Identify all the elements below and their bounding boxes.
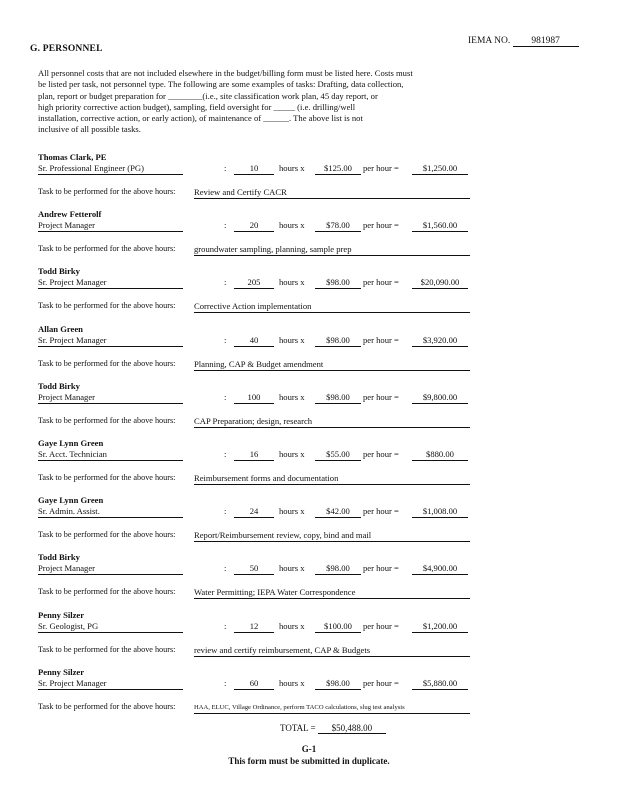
task-label: Task to be performed for the above hours: [38,415,176,425]
amount-value: $3,920.00 [412,335,468,347]
employee-title: Project Manager [38,392,183,404]
hours-x-label: hours x [279,277,305,288]
employee-title: Sr. Project Manager [38,678,183,690]
task-row [38,244,470,256]
amount-value: $1,200.00 [412,621,468,633]
rate-value: $98.00 [315,678,361,690]
employee-name: Andrew Fetterolf [38,209,102,220]
amount-value: $1,250.00 [412,163,468,175]
colon: : [224,334,227,345]
task-label: Task to be performed for the above hours: [38,644,176,654]
hours-row [38,506,470,518]
employee-name: Allan Green [38,323,83,334]
employee-title: Sr. Project Manager [38,335,183,347]
amount-value: $9,800.00 [412,392,468,404]
task-label: Task to be performed for the above hours: [38,701,176,711]
iema-number: 981987 [513,36,579,47]
colon: : [224,449,227,459]
task-label: Task to be performed for the above hours: [38,244,176,254]
total-label: TOTAL = [280,723,316,733]
colon: : [224,277,227,288]
intro-line: inclusive of all possible tasks. [38,124,141,135]
hours-x-label: hours x [279,620,305,631]
task-description: review and certify reimbursement, CAP & Budgets [194,645,470,657]
employee-name: Penny Silzer [38,666,85,677]
employee-name: Todd Birky [38,380,80,391]
hours-x-label: hours x [279,506,305,517]
per-hour-label: per hour = [363,506,399,517]
employee-title: Sr. Admin. Assist. [38,506,183,518]
intro-line: be listed per task, not personnel type. The following are some examples of tasks: Drafting, data collection, [38,79,404,90]
per-hour-label: per hour = [363,677,399,688]
rate-value: $125.00 [315,163,361,175]
hours-value: 60 [234,678,274,690]
per-hour-label: per hour = [363,220,399,231]
iema-label: IEMA NO. [468,36,511,46]
page-number: G-1 [301,744,317,754]
per-hour-label: per hour = [363,334,399,345]
amount-value: $1,008.00 [412,506,468,518]
total-value: $50,488.00 [318,723,386,734]
per-hour-label: per hour = [363,277,399,288]
colon: : [224,391,227,402]
task-description: groundwater sampling, planning, sample prep [194,244,470,256]
per-hour-label: per hour = [363,620,399,631]
rate-value: $98.00 [315,277,361,289]
employee-title: Project Manager [38,563,183,575]
intro-line: plan, report or budget preparation for ________(i.e., site classification work plan, 45 day report, or [38,90,378,101]
amount-value: $20,090.00 [412,277,468,289]
section-title: G. PERSONNEL [30,44,103,54]
hours-value: 16 [234,449,274,461]
per-hour-label: per hour = [363,391,399,402]
hours-value: 12 [234,621,274,633]
footer-note: This form must be submitted in duplicate. [228,756,390,766]
employee-title: Sr. Acct. Technician [38,449,183,461]
hours-row [38,563,470,575]
hours-row [38,335,470,347]
intro-line: installation, corrective action, or early action), of maintenance of ______. The above list is not [38,113,363,124]
task-description: Reimbursement forms and documentation [194,473,470,485]
hours-row [38,220,470,232]
task-row [38,187,470,199]
employee-title: Sr. Project Manager [38,277,183,289]
hours-value: 40 [234,335,274,347]
hours-value: 100 [234,392,274,404]
employee-name: Todd Birky [38,266,80,277]
employee-name: Todd Birky [38,552,80,563]
hours-value: 10 [234,163,274,175]
rate-value: $55.00 [315,449,361,461]
task-row [38,301,470,313]
rate-value: $42.00 [315,506,361,518]
task-row [38,702,470,714]
colon: : [224,220,227,231]
hours-value: 24 [234,506,274,518]
employee-title: Sr. Professional Engineer (PG) [38,163,183,175]
amount-value: $5,880.00 [412,678,468,690]
task-row [38,587,470,599]
intro-line: high priority corrective action budget), sampling, field oversight for _____ (i.e. drilling/well [38,101,356,112]
task-row [38,416,470,428]
hours-value: 20 [234,220,274,232]
amount-value: $880.00 [412,449,468,461]
task-description: HAA, ELUC, Village Ordinance, perform TACO calculations, slug test analysis [194,702,470,714]
employee-name: Thomas Clark, PE [38,152,107,162]
colon: : [224,163,227,173]
hours-x-label: hours x [279,449,305,459]
task-description: Review and Certify CACR [194,187,470,199]
intro-paragraph [38,68,458,136]
hours-row [38,392,470,404]
hours-x-label: hours x [279,563,305,574]
task-label: Task to be performed for the above hours: [38,530,176,540]
employee-title: Sr. Geologist, PG [38,621,183,633]
task-description: Planning, CAP & Budget amendment [194,359,470,371]
task-description: Water Permitting; IEPA Water Correspondence [194,587,470,599]
employee-name: Penny Silzer [38,609,85,620]
intro-line: All personnel costs that are not included elsewhere in the budget/billing form must be listed here. Costs must [38,68,413,78]
hours-x-label: hours x [279,220,305,231]
task-row [38,359,470,371]
rate-value: $78.00 [315,220,361,232]
employee-name: Gaye Lynn Green [38,495,104,506]
hours-x-label: hours x [279,334,305,345]
colon: : [224,506,227,517]
hours-row [38,621,470,633]
hours-x-label: hours x [279,163,305,173]
task-label: Task to be performed for the above hours: [38,301,176,311]
employee-title: Project Manager [38,220,183,232]
hours-row [38,449,470,461]
per-hour-label: per hour = [363,449,399,459]
hours-row [38,163,470,175]
rate-value: $98.00 [315,563,361,575]
task-label: Task to be performed for the above hours: [38,358,176,368]
task-description: Corrective Action implementation [194,301,470,313]
amount-value: $4,900.00 [412,563,468,575]
total-row [280,723,386,734]
per-hour-label: per hour = [363,163,399,173]
task-description: CAP Preparation; design, research [194,416,470,428]
task-label: Task to be performed for the above hours: [38,187,176,196]
rate-value: $100.00 [315,621,361,633]
hours-value: 205 [234,277,274,289]
rate-value: $98.00 [315,335,361,347]
task-label: Task to be performed for the above hours: [38,473,176,482]
task-label: Task to be performed for the above hours: [38,587,176,597]
task-row [38,473,470,485]
hours-row [38,277,470,289]
hours-row [38,678,470,690]
hours-x-label: hours x [279,677,305,688]
amount-value: $1,560.00 [412,220,468,232]
hours-value: 50 [234,563,274,575]
task-description: Report/Reimbursement review, copy, bind and mail [194,530,470,542]
per-hour-label: per hour = [363,563,399,574]
colon: : [224,563,227,574]
iema-number-field [468,36,579,47]
hours-x-label: hours x [279,391,305,402]
employee-name: Gaye Lynn Green [38,438,104,448]
task-row [38,530,470,542]
task-row [38,645,470,657]
colon: : [224,677,227,688]
rate-value: $98.00 [315,392,361,404]
colon: : [224,620,227,631]
